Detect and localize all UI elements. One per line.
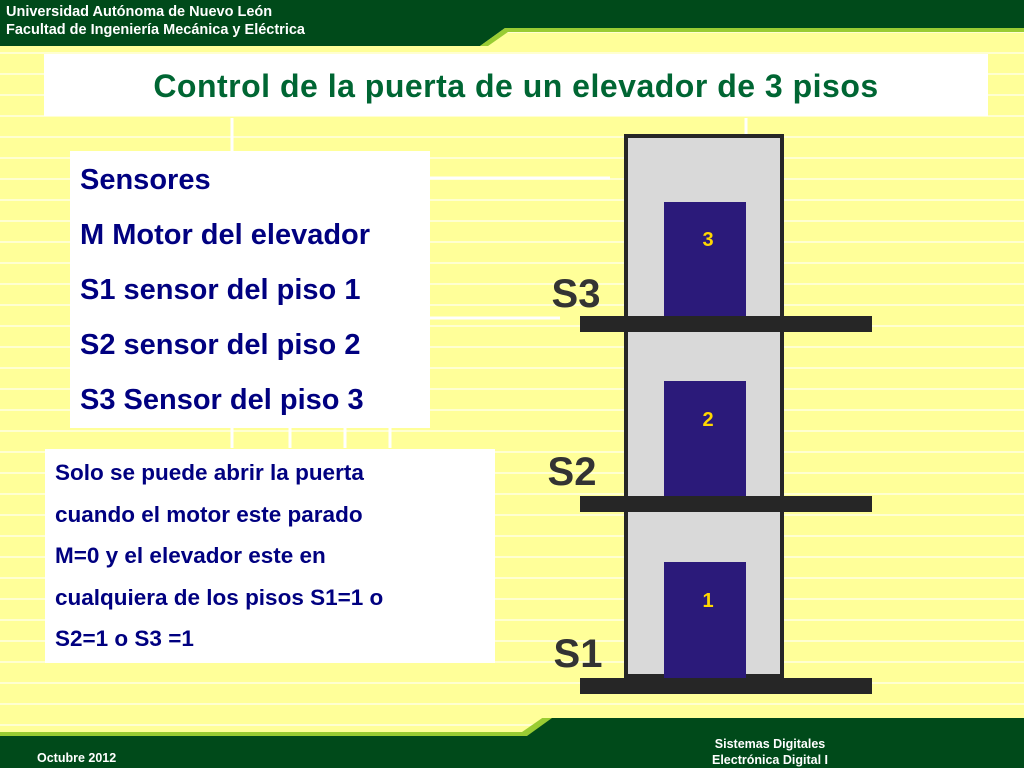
- sensor-item-s3: S3 Sensor del piso 3: [80, 384, 364, 416]
- sensor-label-s1: S1: [553, 632, 603, 676]
- floor-bar-3: [580, 316, 872, 332]
- footer-band: [0, 718, 1024, 768]
- note-line: S2=1 o S3 =1: [55, 626, 194, 651]
- slide-title: Control de la puerta de un elevador de 3 pisos: [153, 68, 879, 104]
- sensor-item-s1: S1 sensor del piso 1: [80, 274, 361, 306]
- note-line: cuando el motor este parado: [55, 502, 363, 527]
- course-line-2: Electrónica Digital I: [711, 753, 828, 767]
- sensor-item-s2: S2 sensor del piso 2: [80, 329, 361, 361]
- door-floor-2: [664, 381, 746, 496]
- sensor-label-s3: S3: [551, 272, 601, 316]
- sensor-item-motor: M Motor del elevador: [80, 219, 371, 251]
- door-number-1: 1: [702, 590, 714, 612]
- note-line: cualquiera de los pisos S1=1 o: [55, 585, 384, 610]
- note-line: Solo se puede abrir la puerta: [55, 460, 364, 485]
- floor-bar-1: [580, 678, 872, 694]
- sensors-heading: Sensores: [80, 164, 211, 196]
- footer-date: Octubre 2012: [37, 751, 117, 765]
- footer-course: [690, 736, 850, 768]
- condition-note: [45, 449, 495, 663]
- faculty-name: Facultad de Ingeniería Mecánica y Eléctrica: [6, 22, 305, 38]
- sensor-label-s2: S2: [547, 450, 597, 494]
- title-box: [44, 54, 988, 116]
- note-line: M=0 y el elevador este en: [55, 543, 326, 568]
- floor-bar-2: [580, 496, 872, 512]
- university-name: Universidad Autónoma de Nuevo León: [6, 4, 273, 20]
- course-line-1: Sistemas Digitales: [714, 737, 826, 751]
- sensors-list: [70, 151, 430, 428]
- door-number-2: 2: [702, 409, 714, 431]
- door-floor-3: [664, 202, 746, 316]
- door-number-3: 3: [702, 229, 714, 251]
- institution-header: [6, 3, 305, 39]
- elevator-diagram: [540, 130, 880, 700]
- door-floor-1: [664, 562, 746, 678]
